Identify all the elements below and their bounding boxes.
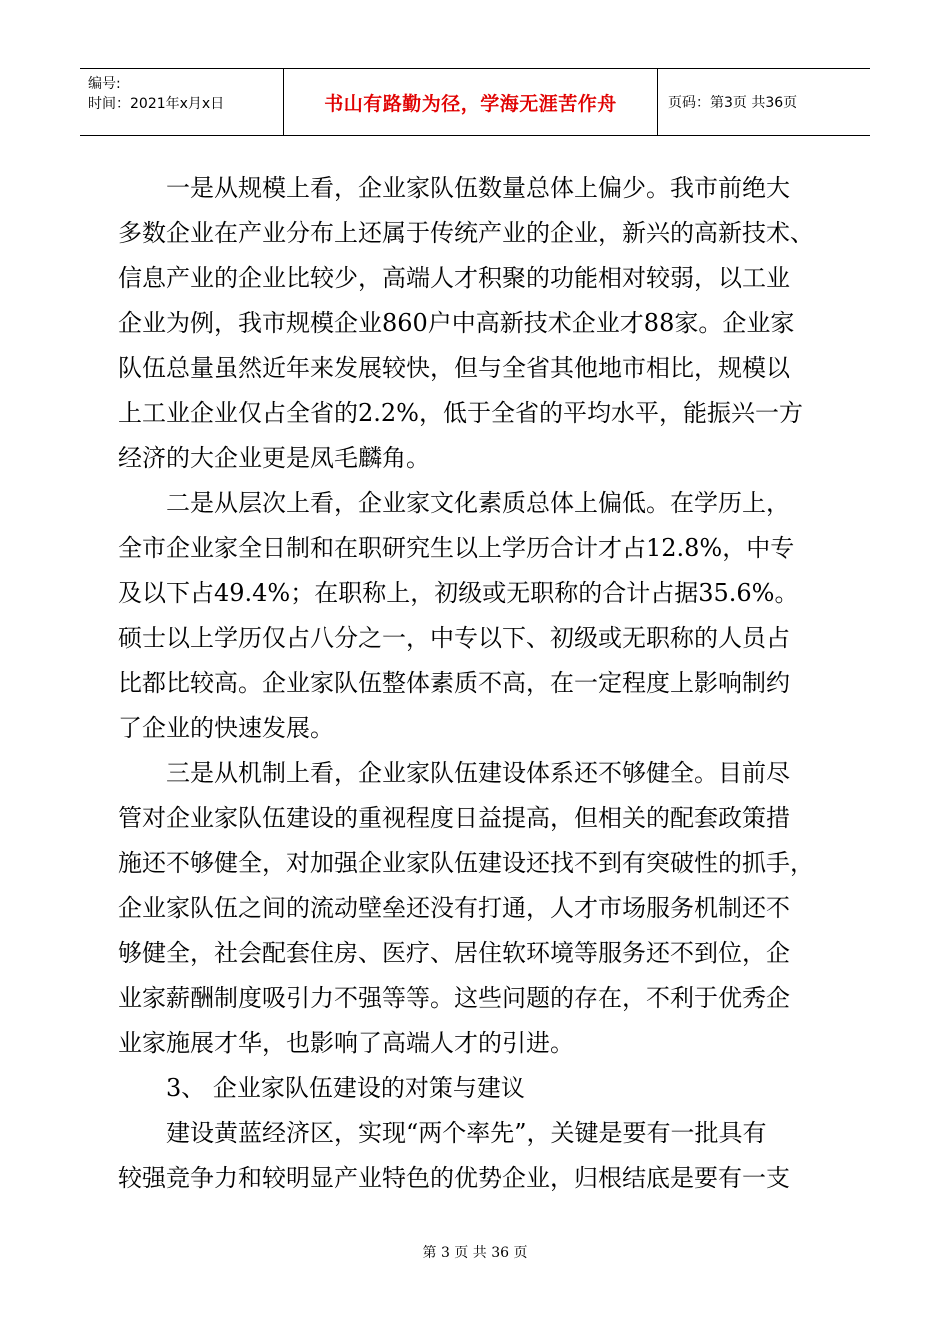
- paragraph-line: 较强竞争力和较明显产业特色的优势企业，归根结底是要有一支: [118, 1164, 790, 1192]
- paragraph-line: 一是从规模上看，企业家队伍数量总体上偏少。我市前绝大: [166, 174, 790, 202]
- paragraph-line: 队伍总量虽然近年来发展较快，但与全省其他地市相比，规模以: [118, 354, 790, 382]
- section-heading: 3、 企业家队伍建设的对策与建议: [166, 1074, 525, 1102]
- header-meta: [80, 69, 284, 135]
- page-footer: 第 3 页 共 36 页: [422, 1245, 528, 1261]
- paragraph-line: 业家施展才华，也影响了高端人才的引进。: [118, 1029, 574, 1057]
- paragraph-line: 企业为例，我市规模企业860户中高新技术企业才88家。企业家: [118, 309, 795, 337]
- paragraph-line: 企业家队伍之间的流动壁垒还没有打通，人才市场服务机制还不: [118, 894, 790, 922]
- paragraph-line: 全市企业家全日制和在职研究生以上学历合计才占12.8%，中专: [118, 534, 795, 562]
- paragraph-line: 业家薪酬制度吸引力不强等等。这些问题的存在，不利于优秀企: [118, 984, 790, 1012]
- paragraph-line: 建设黄蓝经济区，实现“两个率先”，关键是要有一批具有: [166, 1119, 767, 1147]
- paragraph-line: 硕士以上学历仅占八分之一，中专以下、初级或无职称的人员占: [118, 624, 790, 652]
- paragraph-line: 够健全，社会配套住房、医疗、居住软环境等服务还不到位，企: [118, 939, 790, 967]
- header-page-info: 页码：第3页 共36页: [668, 95, 798, 111]
- paragraph-line: 比都比较高。企业家队伍整体素质不高，在一定程度上影响制约: [118, 669, 790, 697]
- paragraph-line: 了企业的快速发展。: [118, 714, 334, 742]
- page-header: [80, 68, 870, 136]
- header-motto: 书山有路勤为径，学海无涯苦作舟: [284, 69, 658, 135]
- paragraph-line: 上工业企业仅占全省的2.2%，低于全省的平均水平，能振兴一方: [118, 399, 803, 427]
- paragraph-line: 二是从层次上看，企业家文化素质总体上偏低。在学历上，: [166, 489, 790, 517]
- paragraph-line: 三是从机制上看，企业家队伍建设体系还不够健全。目前尽: [166, 759, 790, 787]
- document-date: 时间：2021年x月x日: [88, 96, 225, 112]
- paragraph-line: 多数企业在产业分布上还属于传统产业的企业，新兴的高新技术、: [118, 219, 814, 247]
- document-number-label: 编号:: [88, 76, 121, 92]
- paragraph-line: 管对企业家队伍建设的重视程度日益提高，但相关的配套政策措: [118, 804, 790, 832]
- paragraph-line: 及以下占49.4%；在职称上，初级或无职称的合计占据35.6%。: [118, 579, 799, 607]
- paragraph-line: 信息产业的企业比较少，高端人才积聚的功能相对较弱，以工业: [118, 264, 790, 292]
- paragraph-line: 施还不够健全，对加强企业家队伍建设还找不到有突破性的抓手，: [118, 849, 814, 877]
- paragraph-line: 经济的大企业更是凤毛麟角。: [118, 444, 430, 472]
- document-body: [118, 166, 838, 1201]
